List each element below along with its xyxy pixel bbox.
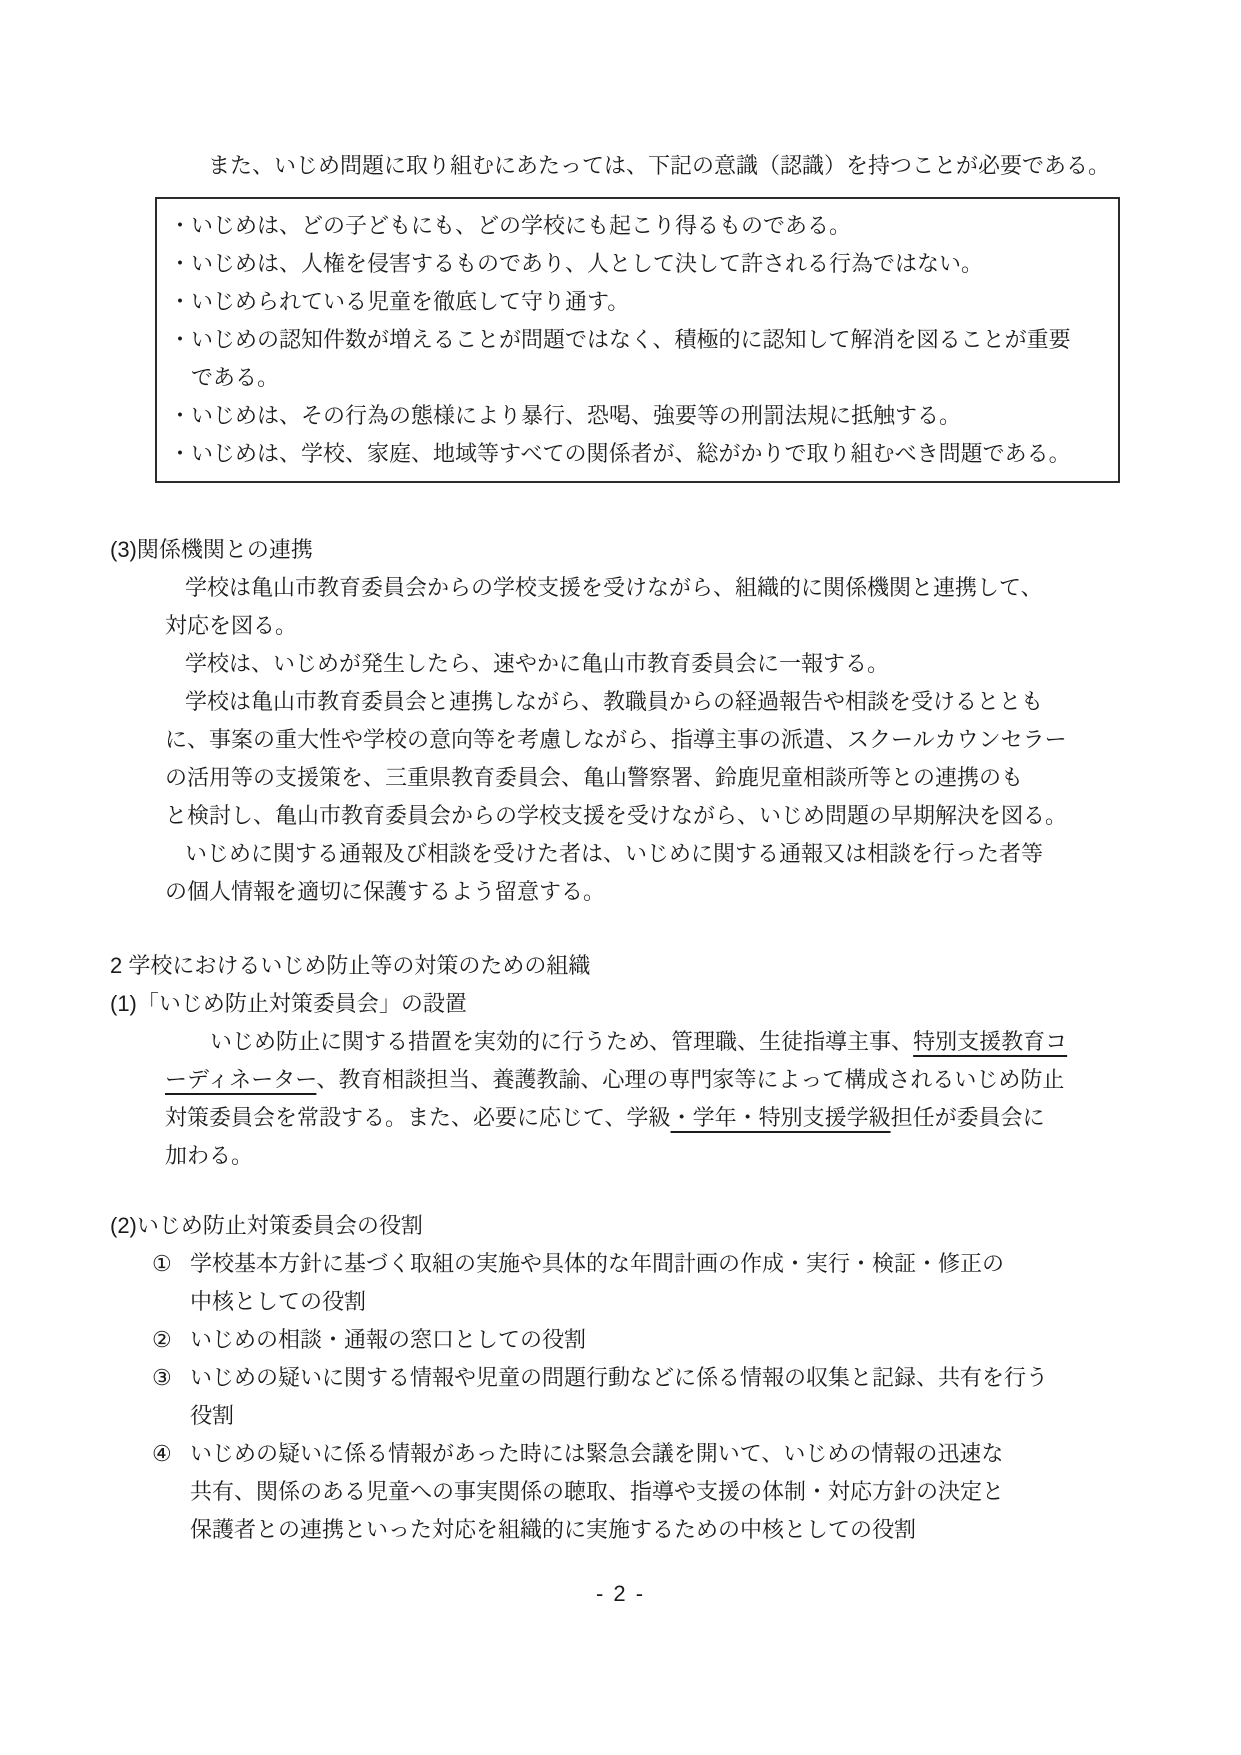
item-marker: ④ bbox=[152, 1441, 172, 1466]
paragraph-line: いじめに関する通報及び相談を受けた者は、いじめに関する通報又は相談を行った者等 bbox=[185, 841, 1044, 866]
subsection2-heading: (2)いじめ防止対策委員会の役割 bbox=[110, 1213, 423, 1238]
list-item bbox=[152, 1435, 1131, 1549]
section3-body bbox=[165, 569, 1131, 911]
paragraph-line bbox=[165, 1061, 1131, 1099]
paragraph-line: 対応を図る。 bbox=[165, 613, 298, 638]
list-item bbox=[152, 1245, 1131, 1321]
text-segment: 対策委員会を常設する。また、必要に応じて、学級 bbox=[165, 1105, 671, 1130]
section2-heading: 2 学校におけるいじめ防止等の対策のための組織 bbox=[110, 953, 591, 978]
notice-item: ・いじめは、学校、家庭、地域等すべての関係者が、総がかりで取り組むべき問題である。 bbox=[169, 441, 1071, 466]
paragraph-line bbox=[165, 1099, 1131, 1137]
item-marker: ① bbox=[152, 1251, 172, 1276]
item-marker: ② bbox=[152, 1327, 172, 1352]
underlined-text-segment: ーディネーター bbox=[165, 1067, 317, 1092]
paragraph-line: 中核としての役割 bbox=[190, 1289, 367, 1314]
page-number: - 2 - bbox=[595, 1581, 646, 1606]
paragraph-line: に、事案の重大性や学校の意向等を考慮しながら、指導主事の派遣、スクールカウンセラー bbox=[165, 727, 1067, 752]
notice-item: ・いじめられている児童を徹底して守り通す。 bbox=[169, 289, 630, 314]
notice-item: ・いじめは、どの子どもにも、どの学校にも起こり得るものである。 bbox=[169, 213, 852, 238]
list-item bbox=[152, 1321, 1131, 1359]
item-text bbox=[190, 1435, 1131, 1549]
notice-box bbox=[155, 197, 1120, 483]
item-marker: ③ bbox=[152, 1365, 172, 1390]
committee-roles-list bbox=[152, 1245, 1131, 1549]
notice-item: ・いじめは、人権を侵害するものであり、人として決して許される行為ではない。 bbox=[169, 251, 984, 276]
underlined-text-segment: ・学年・特別支援学級 bbox=[670, 1105, 891, 1130]
underlined-text-segment: 特別支援教育コ bbox=[913, 1029, 1068, 1054]
paragraph-line: 役割 bbox=[190, 1403, 235, 1428]
section3-heading: (3)関係機関との連携 bbox=[110, 537, 313, 562]
paragraph-line: いじめの疑いに係る情報があった時には緊急会議を開いて、いじめの情報の迅速な bbox=[190, 1441, 1004, 1466]
paragraph-line: 共有、関係のある児童への事実関係の聴取、指導や支援の体制・対応方針の決定と bbox=[190, 1479, 1005, 1504]
intro-paragraph: また、いじめ問題に取り組むにあたっては、下記の意識（認識）を持つことが必要である。 bbox=[208, 153, 1111, 178]
paragraph-line: 学校は亀山市教育委員会からの学校支援を受けながら、組織的に関係機関と連携して、 bbox=[185, 575, 1043, 600]
paragraph-line bbox=[165, 1023, 1131, 1061]
paragraph-line: いじめの疑いに関する情報や児童の問題行動などに係る情報の収集と記録、共有を行う bbox=[190, 1365, 1049, 1390]
paragraph-line: いじめの相談・通報の窓口としての役割 bbox=[190, 1327, 587, 1352]
paragraph-line: 学校は亀山市教育委員会と連携しながら、教職員からの経過報告や相談を受けるととも bbox=[185, 689, 1044, 714]
paragraph-line: 学校基本方針に基づく取組の実施や具体的な年間計画の作成・実行・検証・修正の bbox=[190, 1251, 1005, 1276]
notice-item: ・いじめは、その行為の態様により暴行、恐喝、強要等の刑罰法規に抵触する。 bbox=[169, 403, 962, 428]
item-text bbox=[190, 1321, 1131, 1359]
paragraph-line: 学校は、いじめが発生したら、速やかに亀山市教育委員会に一報する。 bbox=[185, 651, 890, 676]
notice-item-continuation: である。 bbox=[191, 365, 280, 390]
item-text bbox=[190, 1359, 1131, 1435]
notice-item: ・いじめの認知件数が増えることが問題ではなく、積極的に認知して解消を図ることが重要 bbox=[169, 327, 1071, 352]
item-text bbox=[190, 1245, 1131, 1321]
paragraph-line: 保護者との連携といった対応を組織的に実施するための中核としての役割 bbox=[190, 1517, 917, 1542]
paragraph-line: 加わる。 bbox=[165, 1143, 254, 1168]
paragraph-line: と検討し、亀山市教育委員会からの学校支援を受けながら、いじめ問題の早期解決を図る。 bbox=[165, 803, 1068, 828]
subsection1-body bbox=[165, 1023, 1131, 1175]
text-segment: 担任が委員会に bbox=[890, 1105, 1045, 1130]
text-segment: いじめ防止に関する措置を実効的に行うため、管理職、生徒指導主事、 bbox=[210, 1029, 914, 1054]
list-item bbox=[152, 1359, 1131, 1435]
subsection1-heading: (1)「いじめ防止対策委員会」の設置 bbox=[110, 991, 467, 1016]
paragraph-line: の個人情報を適切に保護するよう留意する。 bbox=[165, 879, 606, 904]
text-segment: 、教育相談担当、養護教諭、心理の専門家等によって構成されるいじめ防止 bbox=[316, 1067, 1065, 1092]
paragraph-line: の活用等の支援策を、三重県教育委員会、亀山警察署、鈴鹿児童相談所等との連携のも bbox=[165, 765, 1024, 790]
